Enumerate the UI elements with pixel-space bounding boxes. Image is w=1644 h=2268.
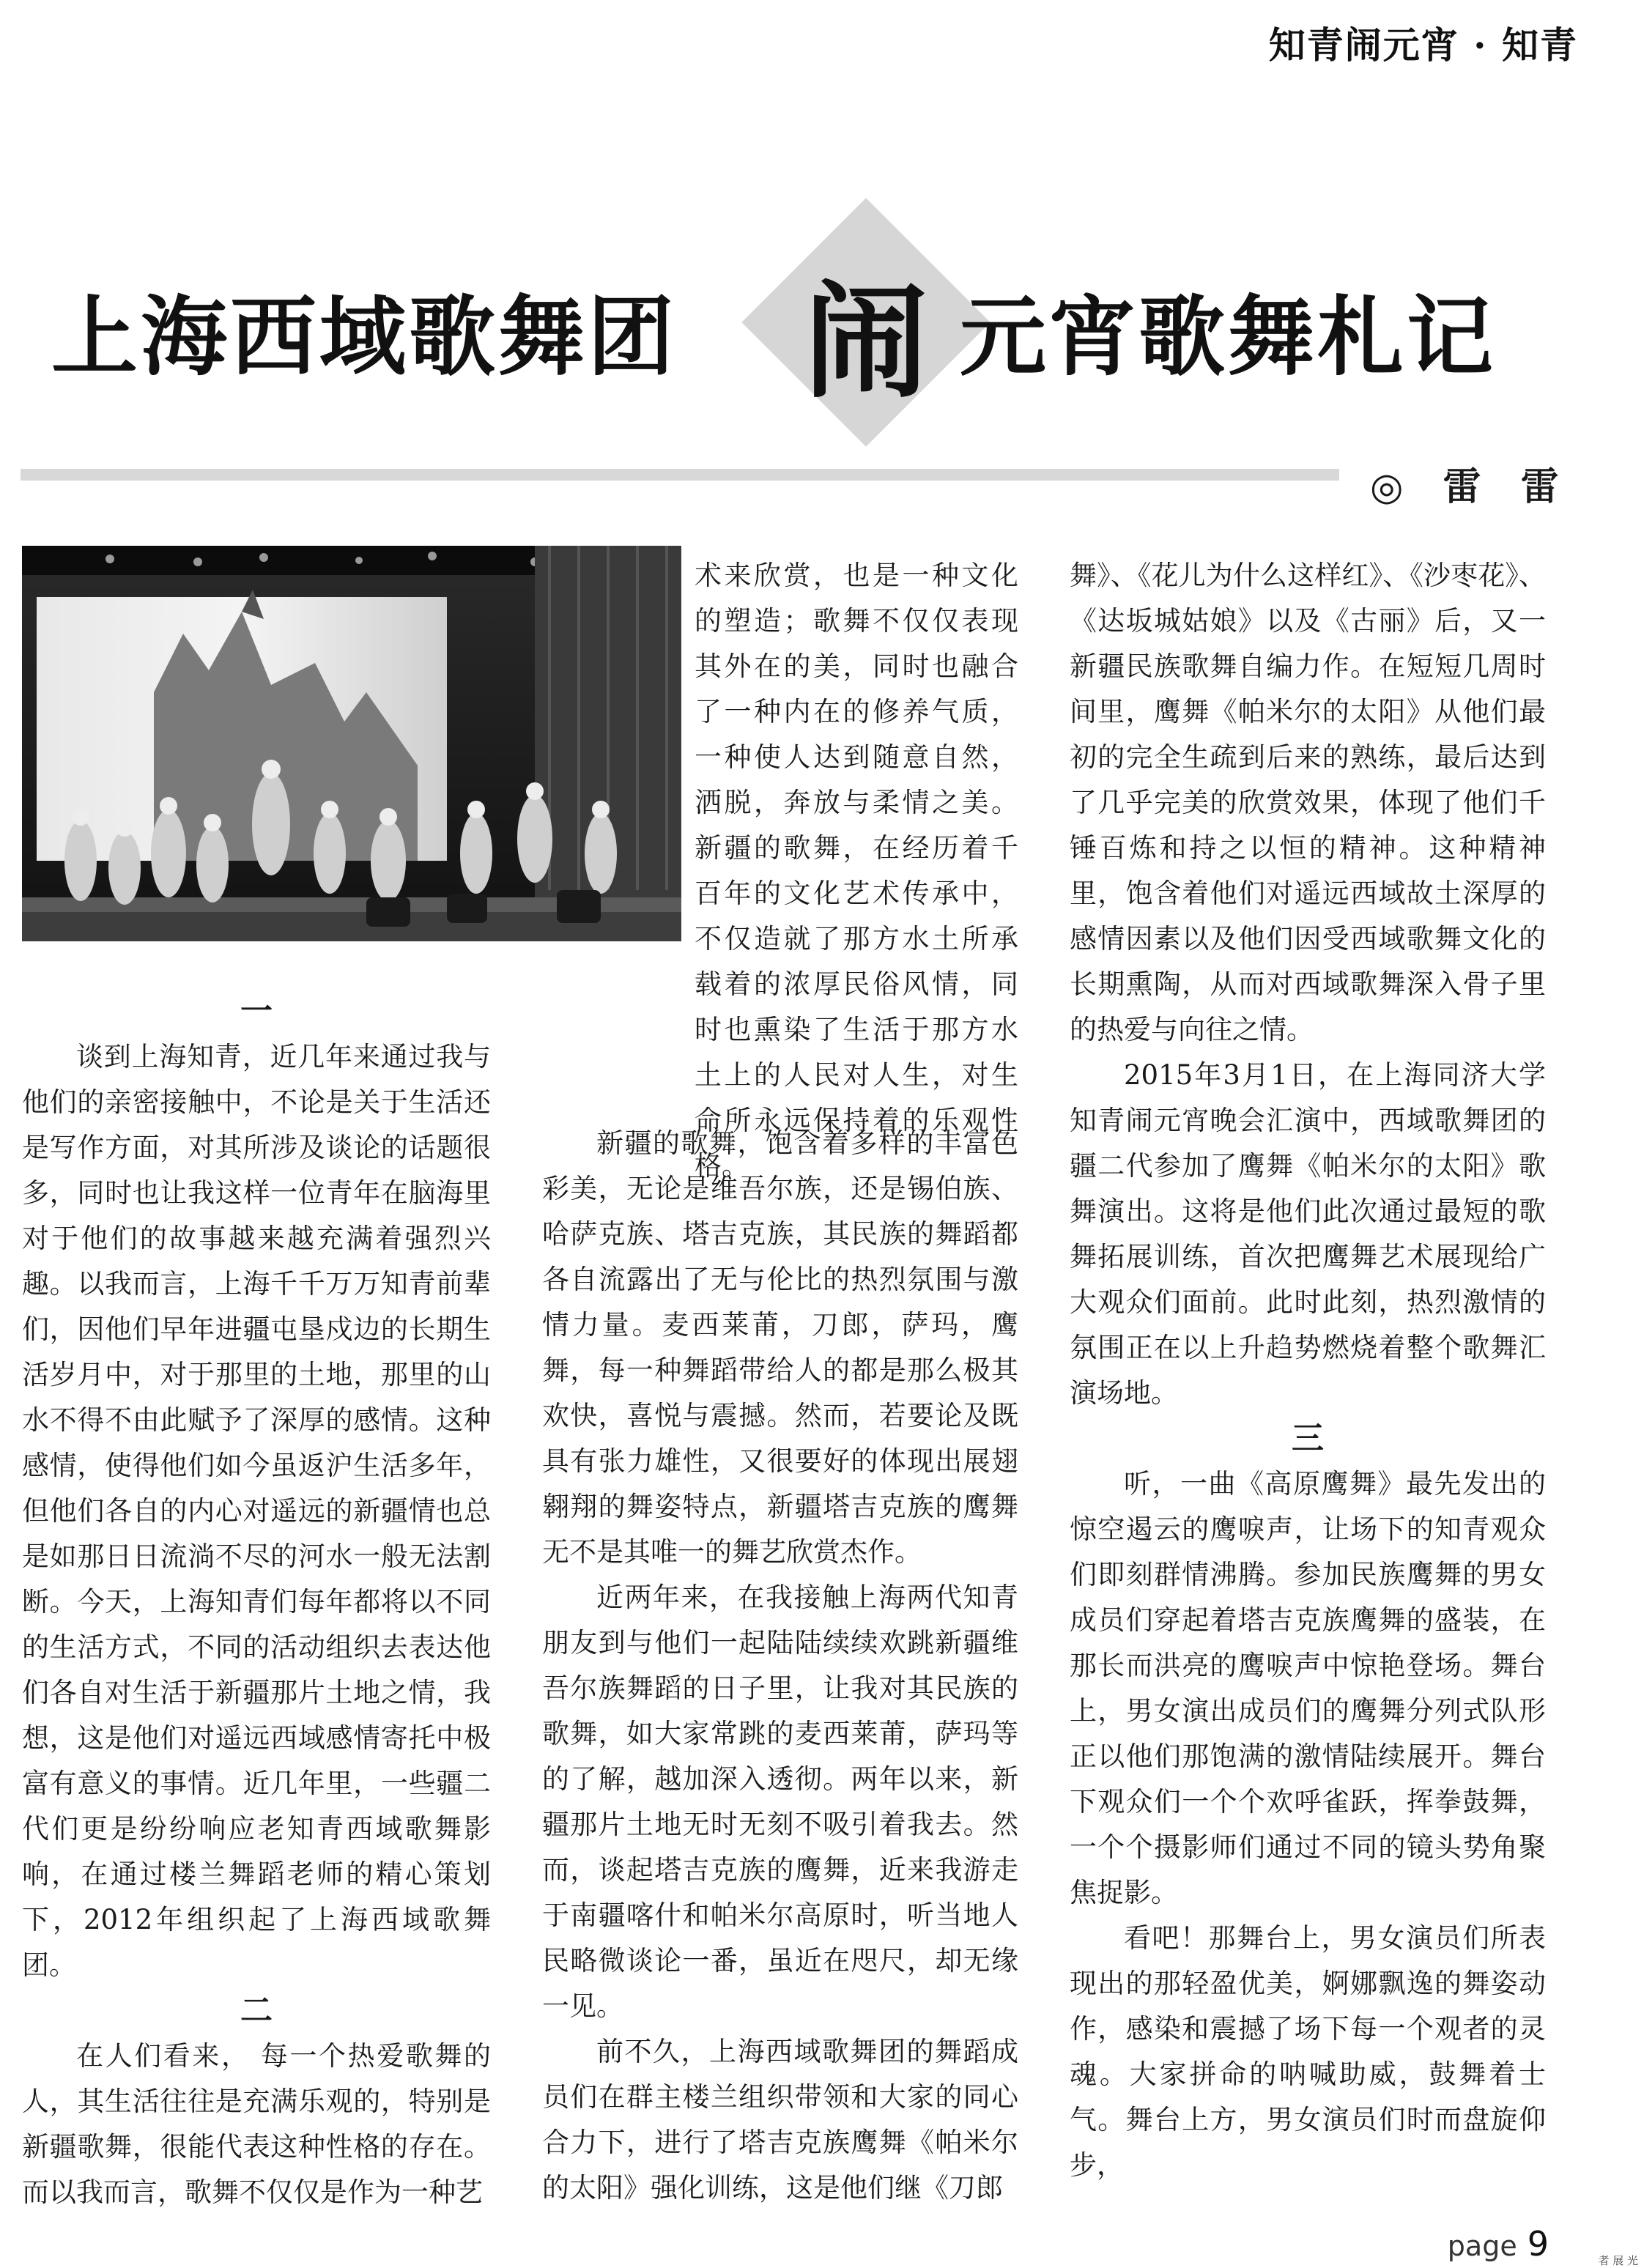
title-left: 上海西域歌舞团 [51,286,678,388]
stage-photo [22,546,681,941]
paragraph: 看吧！那舞台上，男女演员们所表现出的那轻盈优美，婀娜飘逸的舞姿动作，感染和震撼了场下每一个观者的灵魂。大家拼命的呐喊助威，鼓舞着士气。舞台上方，男女演员们时而盘旋仰步， [1070,1922,1546,2181]
section-tag: 知青闹元宵 · 知青 [1268,23,1578,67]
footer-note: 者 展 光 [1598,2254,1638,2267]
column-1 [22,989,491,2215]
page-label: page [1447,2230,1517,2262]
section-mark-1: 一 [240,993,273,1030]
paragraph: 新疆的歌舞，饱含着多样的丰富色彩美，无论是维吾尔族，还是锡伯族、哈萨克族、塔吉克族，其民族的舞蹈都各自流露出了无与伦比的热烈氛围与激情力量。麦西莱莆，刀郎，萨玛，鹰舞，每一种舞蹈带给人的都是那么极其欢快，喜悦与震撼。然而，若要论及既具有张力雄性，又很要好的体现出展翅翱翔的舞姿特点，新疆塔吉克族的鹰舞无不是其唯一的舞艺欣赏杰作。 [542,1127,1018,1568]
section-mark-3: 三 [1292,1420,1324,1457]
paragraph: 在人们看来， 每一个热爱歌舞的人，其生活往往是充满乐观的，特别是新疆歌舞，很能代表这种性格的存在。而以我而言，歌舞不仅仅是作为一种艺 [22,2040,491,2208]
paragraph: 前不久，上海西域歌舞团的舞蹈成员们在群主楼兰组织带领和大家的同心合力下，进行了塔吉克族鹰舞《帕米尔的太阳》强化训练，这是他们继《刀郎 [542,2036,1018,2204]
author-byline: ◎ 雷 雷 [1370,464,1572,509]
paragraph: 2015年3月1日，在上海同济大学知青闹元宵晚会汇演中，西域歌舞团的疆二代参加了鹰舞《帕米尔的太阳》歌舞演出。这将是他们此次通过最短的歌舞拓展训练，首次把鹰舞艺术展现给广大观众们面前。此时此刻，热烈激情的氛围正在以上升趋势燃烧着整个歌舞汇演场地。 [1070,1059,1546,1409]
title-diamond [741,198,991,447]
article-title [51,198,1597,447]
title-rule [21,469,1339,481]
page-number-value: 9 [1527,2224,1549,2264]
title-center-char: 闹 [803,270,928,415]
section-mark-2: 二 [240,1992,273,2029]
stage-photo-image [22,546,681,941]
paragraph: 听，一曲《高原鹰舞》最先发出的惊空遏云的鹰唳声，让场下的知青观众们即刻群情沸腾。参加民族鹰舞的男女成员们穿起着塔吉克族鹰舞的盛装，在那长而洪亮的鹰唳声中惊艳登场。舞台上，男女演出成员们的鹰舞分列式队形正以他们那饱满的激情陆续展开。舞台下观众们一个个欢呼雀跃，挥拳鼓舞，一个个摄影师们通过不同的镜头势角聚焦捉影。 [1070,1468,1546,1908]
page-number [1448,2224,1549,2264]
column-2 [542,1121,1018,2211]
paragraph: 术来欣赏，也是一种文化的塑造；歌舞不仅仅表现其外在的美，同时也融合了一种内在的修养气质，一种使人达到随意自然，洒脱，奔放与柔情之美。新疆的歌舞，在经历着千百年的文化艺术传承中，不仅造就了那方水土所承载着的浓厚民俗风情，同时也熏染了生活于那方水土上的人民对人生，对生命所永远保持着的乐观性格。 [695,560,1018,1182]
column-3 [1070,553,1546,2188]
title-right: 元宵歌舞札记 [960,286,1497,388]
paragraph: 谈到上海知青，近几年来通过我与他们的亲密接触中，不论是关于生活还是写作方面，对其所涉及谈论的话题很多，同时也让我这样一位青年在脑海里对于他们的故事越来越充满着强烈兴趣。以我而言，上海千千万万知青前辈们，因他们早年进疆屯垦戍边的长期生活岁月中，对于那里的土地，那里的山水不得不由此赋予了深厚的感情。这种感情，使得他们如今虽返沪生活多年，但他们各自的内心对遥远的新疆情也总是如那日日流淌不尽的河水一般无法割断。今天，上海知青们每年都将以不同的生活方式，不同的活动组织去表达他们各自对生活于新疆那片土地之情，我想，这是他们对遥远西域感情寄托中极富有意义的事情。近几年里，一些疆二代们更是纷纷响应老知青西域歌舞影响，在通过楼兰舞蹈老师的精心策划下，2012年组织起了上海西域歌舞团。 [22,1041,491,1981]
column-2-top [695,553,1018,1189]
paragraph: 舞》、《花儿为什么这样红》、《沙枣花》、《达坂城姑娘》以及《古丽》后，又一新疆民族歌舞自编力作。在短短几周时间里，鹰舞《帕米尔的太阳》从他们最初的完全生疏到后来的熟练，最后达到了几乎完美的欣赏效果，体现了他们千锤百炼和持之以恒的精神。这种精神里，饱含着他们对遥远西域故土深厚的感情因素以及他们因受西域歌舞文化的长期熏陶，从而对西域歌舞深入骨子里的热爱与向往之情。 [1070,560,1546,1045]
paragraph: 近两年来，在我接触上海两代知青朋友到与他们一起陆陆续续欢跳新疆维吾尔族舞蹈的日子里，让我对其民族的歌舞，如大家常跳的麦西莱莆，萨玛等的了解，越加深入透彻。两年以来，新疆那片土地无时无刻不吸引着我去。然而，谈起塔吉克族的鹰舞，近来我游走于南疆喀什和帕米尔高原时，听当地人民略微谈论一番，虽近在咫尺，却无缘一见。 [542,1582,1018,2022]
